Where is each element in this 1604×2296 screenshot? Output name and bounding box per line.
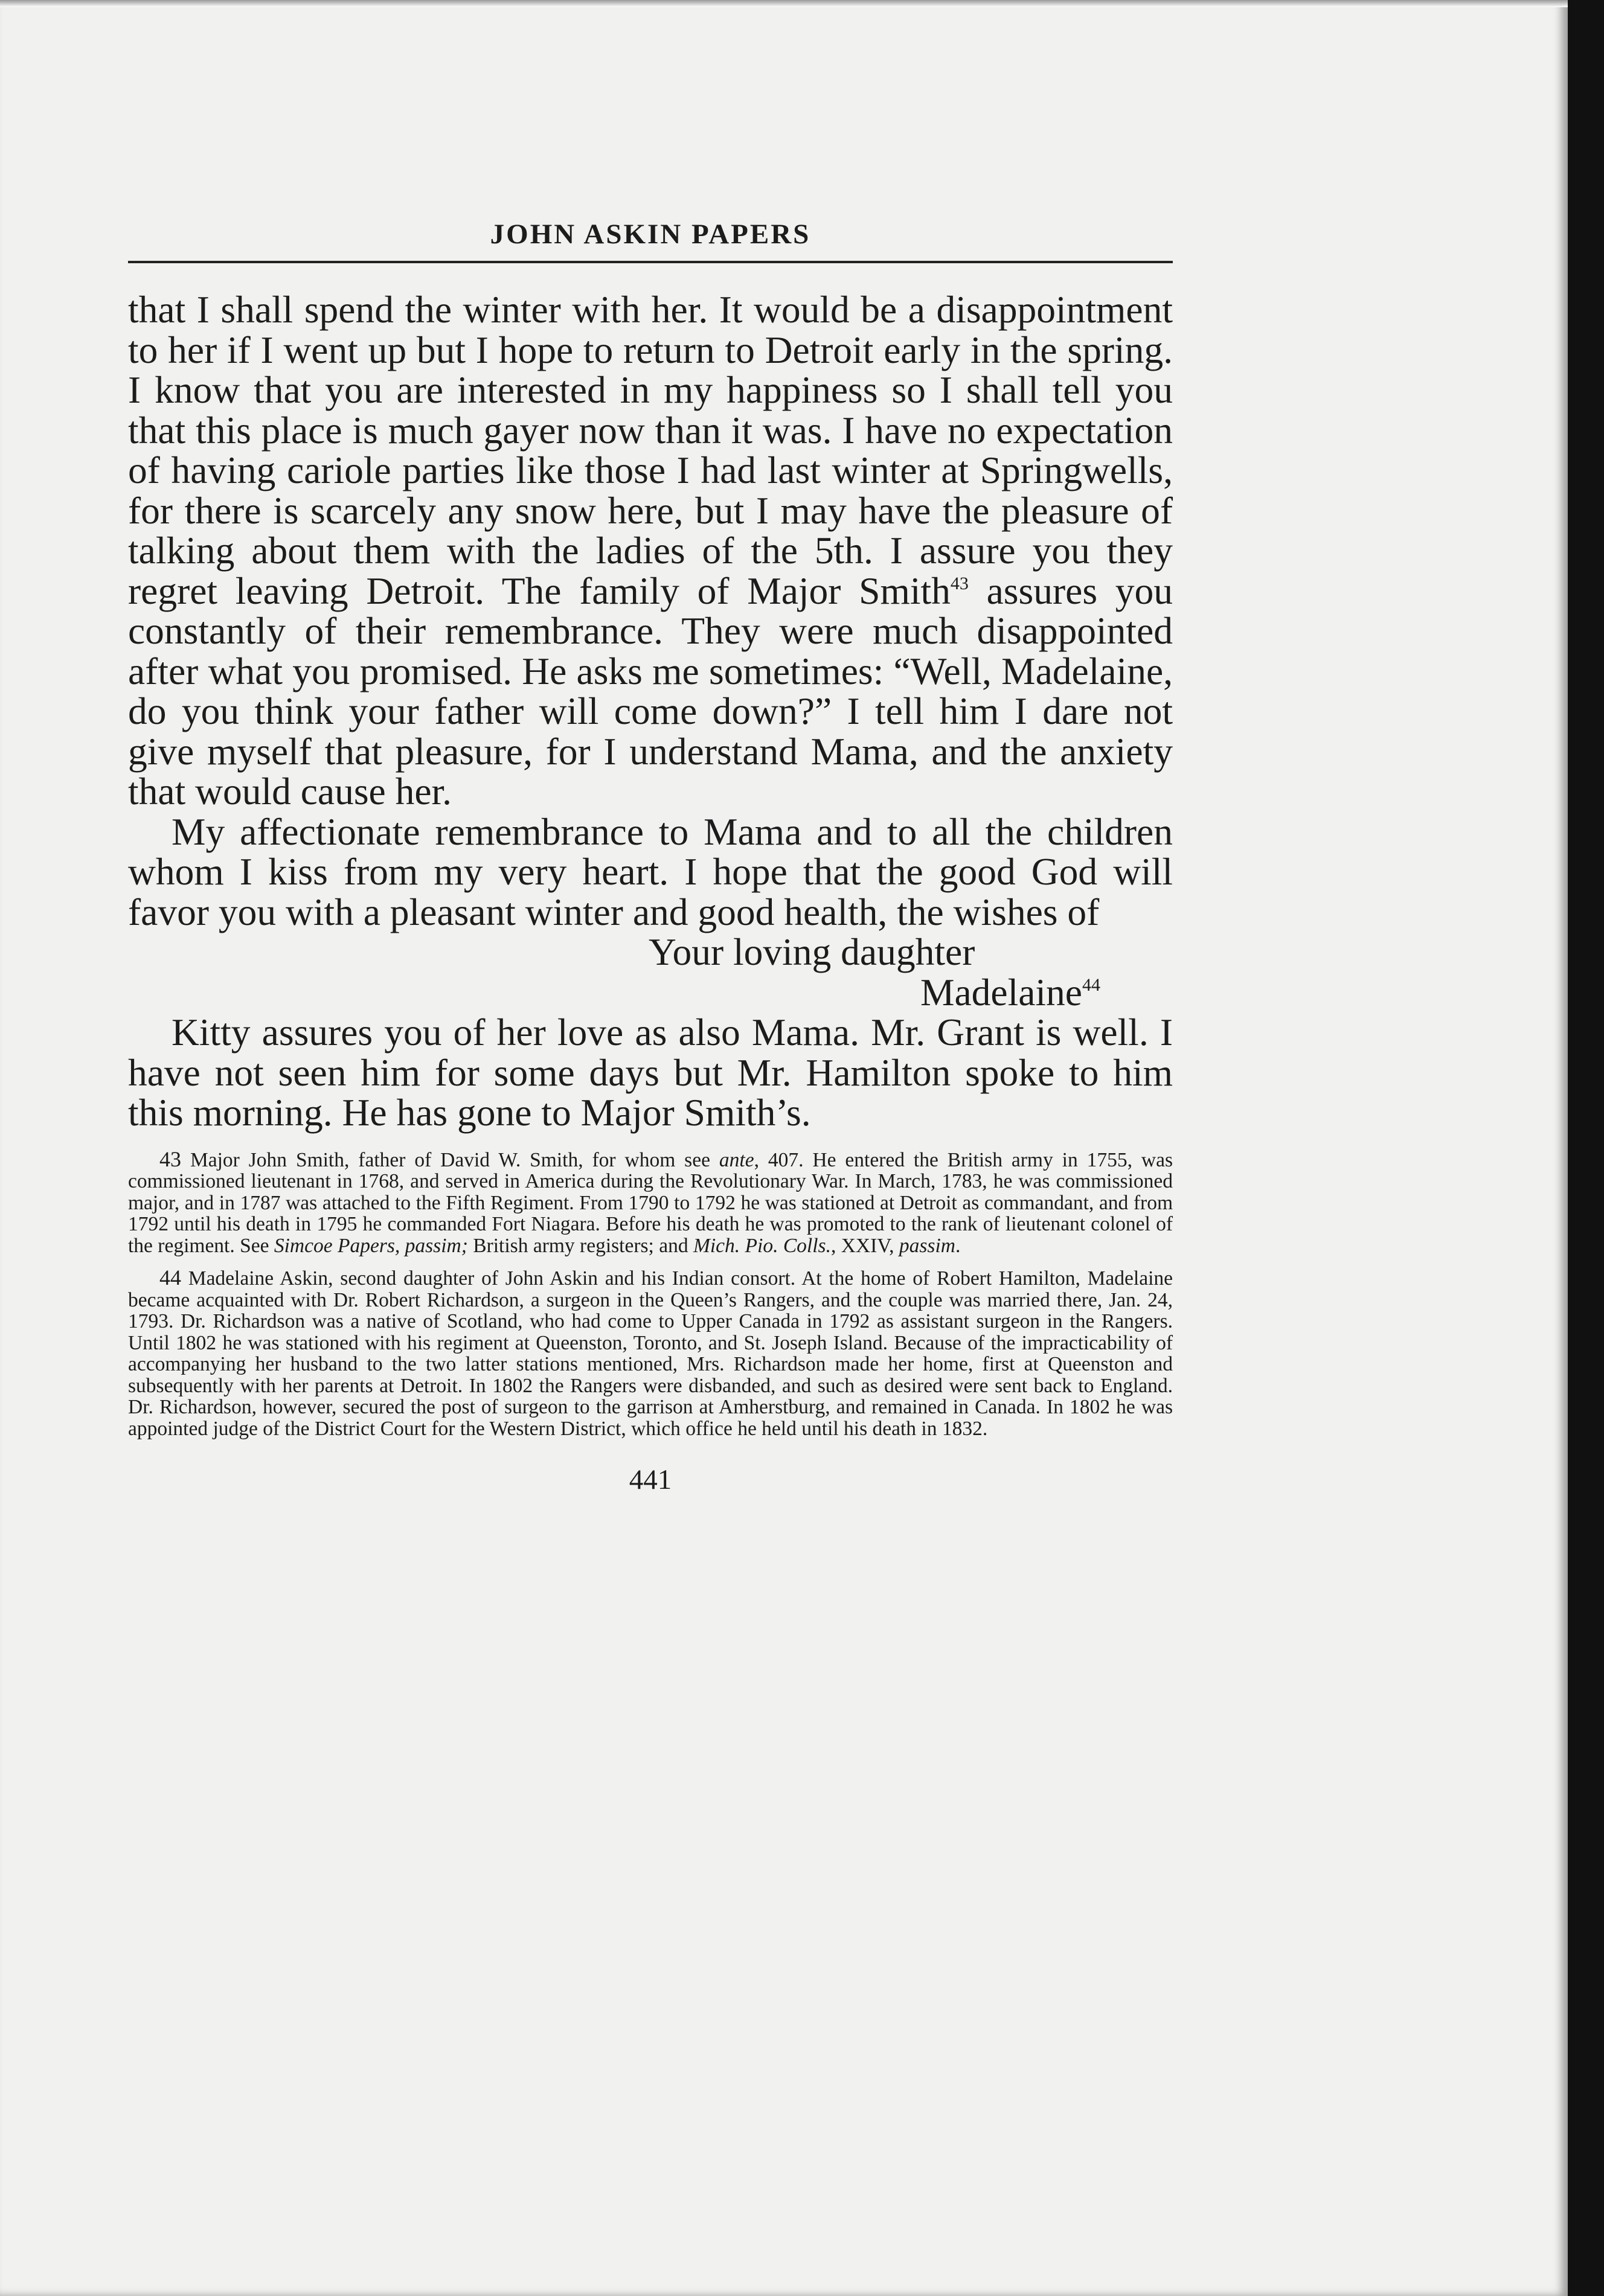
footnote-ref-43: 43 (950, 573, 969, 593)
footnote-italic: passim (899, 1234, 955, 1257)
paragraph-3: Kitty assures you of her love as also Mama. Mr. Grant is well. I have not seen him for some days but Mr. Hamilton spoke to him this morning. He has gone to Major Smith’s. (128, 1011, 1173, 1134)
footnote-text: Major John Smith, father of David W. Smith, for whom see (190, 1148, 719, 1171)
paragraph-1-text: that I shall spend the winter with her. It would be a disappointment to her if I went up but I hope to return to Detroit early in the spring. I know that you are interested in my happiness so I shall tell you that this place is much gayer now than it was. I have no expectation of having cariole parties like those I had last winter at Springwells, for there is scarcely any snow here, but I may have the pleasure of talking about them with the ladies of the 5th. I assure you they regret leaving Detroit. The family of Major Smith (128, 288, 1173, 612)
footnote-43 (128, 1146, 1173, 1257)
footnote-text: , 407. He entered the British army in 1755, was commissioned lieutenant in 1768, and served in America during the Revolutionary War. In March, 1783, he was commissioned major, and in 1787 was attached to the Fifth Regiment. From 1790 to 1792 he was stationed at Detroit as commandant, and from 1792 until his death in 1795 he commanded Fort Niagara. Before his death he was promoted to the rank of lieutenant colonel of the regiment. See (128, 1148, 1173, 1257)
signature-name: Madelaine (920, 970, 1082, 1014)
paragraph-2: My affectionate remembrance to Mama and to all the children whom I kiss from my very heart. I hope that the good God will favor you with a pleasant winter and good health, the wishes of (128, 810, 1173, 933)
paragraph-1 (128, 290, 1173, 812)
scan-right-edge (1568, 0, 1604, 2296)
footnote-text: , XXIV, (830, 1234, 899, 1257)
footnote-ref-44: 44 (1082, 974, 1100, 995)
footnote-text: Madelaine Askin, second daughter of John Askin and his Indian consort. At the home of Robert Hamilton, Madelaine became acquainted with Dr. Robert Richardson, a surgeon in the Queen’s Rangers, and the couple was married there, Jan. 24, 1793. Dr. Richardson was a native of Scotland, who had come to Upper Canada in 1792 as assistant surgeon in the Rangers. Until 1802 he was stationed with his regiment at Queenston, Toronto, and St. Joseph Island. Because of the impracticability of accompanying her husband to the two latter stations mentioned, Mrs. Richardson made her home, first at Queenston and subsequently with her parents at Detroit. In 1802 the Rangers were disbanded, and such as desired were sent back to England. Dr. Richardson, however, secured the post of surgeon to the garrison at Amherstburg, and remained in Canada. In 1802 he was appointed judge of the District Court for the Western District, which office he held until his death in 1832. (128, 1267, 1173, 1440)
footnote-number: 44 (159, 1265, 181, 1290)
footnote-text: . (955, 1234, 961, 1257)
footnote-44 (128, 1267, 1173, 1439)
running-head: JOHN ASKIN PAPERS (490, 219, 811, 250)
footnote-number: 43 (159, 1146, 181, 1171)
header-rule (128, 261, 1173, 263)
footnotes (128, 1146, 1173, 1440)
footnote-italic: Simcoe Papers, passim; (274, 1234, 468, 1257)
footnote-italic: ante (719, 1148, 754, 1171)
footnote-italic: Mich. Pio. Colls. (693, 1234, 831, 1257)
page-content (128, 216, 1173, 1496)
scan-top-edge (0, 0, 1604, 7)
signature (128, 970, 1173, 1014)
closing-phrase: Your loving daughter (649, 930, 975, 973)
page-number: 441 (629, 1464, 672, 1495)
paragraph-1-continued: assures you constantly of their remembrance. They were much disappointed after what you promised. He asks me sometimes: “Well, Madelaine, do you think your father will come down?” I tell him I dare not give myself that pleasure, for I understand Mama, and the anxiety that would cause her. (128, 569, 1173, 813)
letter-body (128, 290, 1173, 1133)
footnote-text: British army registers; and (467, 1234, 693, 1257)
